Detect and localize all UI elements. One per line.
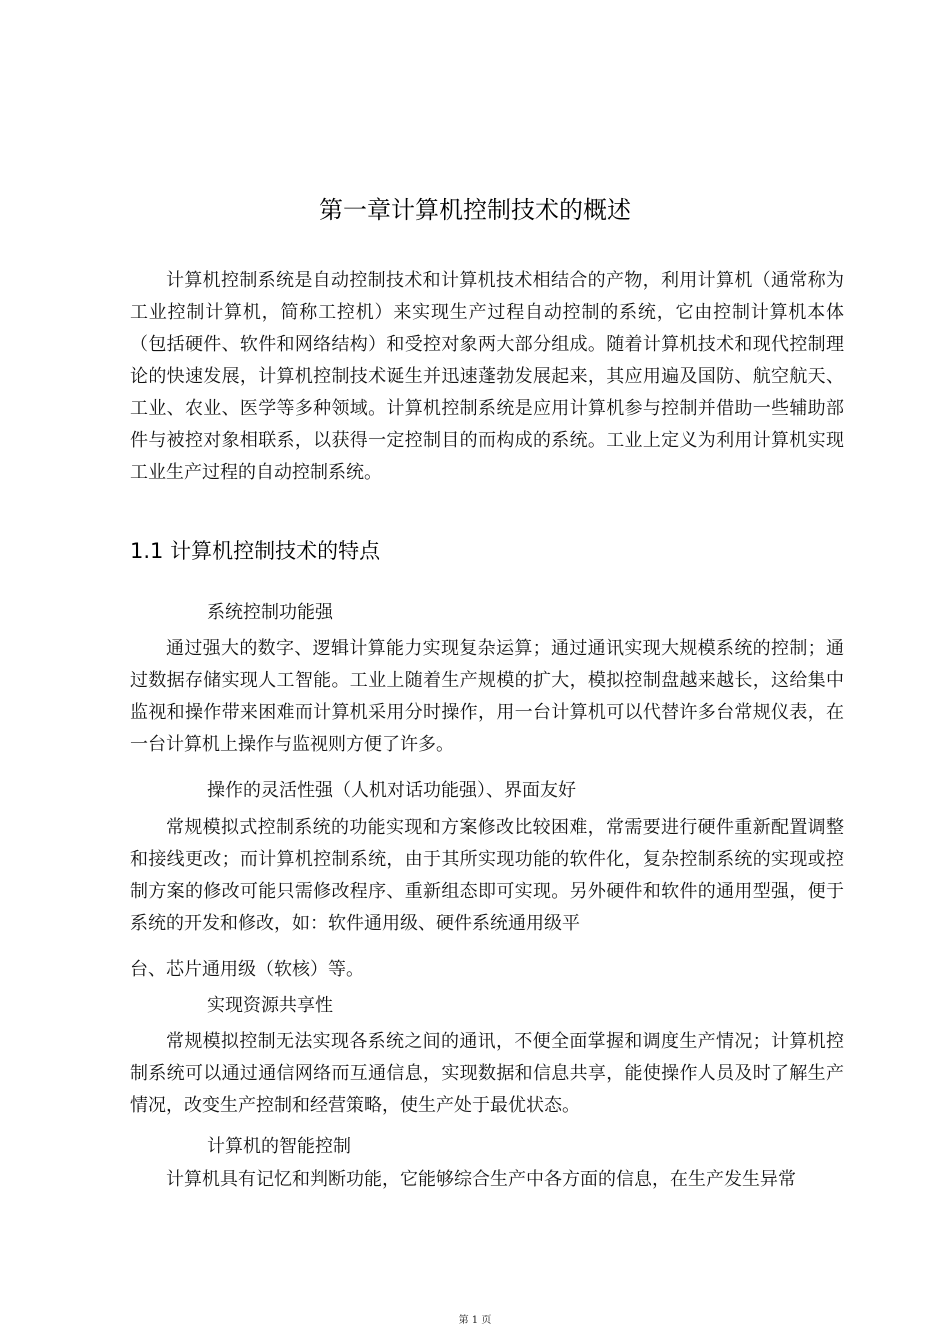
feature-body: 常规模拟式控制系统的功能实现和方案修改比较困难，常需要进行硬件重新配置调整和接线更改；而计算机控制系统，由于其所实现功能的软件化，复杂控制系统的实现或控制方案的修改可能只需修改程序、重新组态即可实现。另外硬件和软件的通用型强，便于系统的开发和修改，如：软件通用级、硬件系统通用级平 [130, 817, 844, 934]
page-number: 第 1 页 [458, 1315, 492, 1326]
feature-body: 常规模拟控制无法实现各系统之间的通讯，不便全面掌握和调度生产情况；计算机控制系统可以通过通信网络而互通信息，实现数据和信息共享，能使操作人员及时了解生产情况，改变生产控制和经营策略，使生产处于最优状态。 [130, 1031, 844, 1116]
section-heading: 1.1 计算机控制技术的特点 [130, 539, 381, 563]
feature-heading: 操作的灵活性强（人机对话功能强）、界面友好 [207, 780, 576, 801]
intro-paragraph: 计算机控制系统是自动控制技术和计算机技术相结合的产物，利用计算机（通常称为工业控制计算机，简称工控机）来实现生产过程自动控制的系统，它由控制计算机本体（包括硬件、软件和网络结构）和受控对象两大部分组成。随着计算机技术和现代控制理论的快速发展，计算机控制技术诞生并迅速蓬勃发展起来，其应用遍及国防、航空航天、工业、农业、医学等多种领域。计算机控制系统是应用计算机参与控制并借助一些辅助部件与被控对象相联系，以获得一定控制目的而构成的系统。工业上定义为利用计算机实现工业生产过程的自动控制系统。 [130, 270, 844, 483]
feature-heading: 实现资源共享性 [207, 995, 333, 1016]
feature-body: 通过强大的数字、逻辑计算能力实现复杂运算；通过通讯实现大规模系统的控制；通过数据存储实现人工智能。工业上随着生产规模的扩大，模拟控制盘越来越长，这给集中监视和操作带来困难而计算机采用分时操作，用一台计算机可以代替许多台常规仪表，在一台计算机上操作与监视则方便了许多。 [130, 638, 844, 755]
feature-heading: 计算机的智能控制 [207, 1136, 351, 1157]
feature-body-continued: 台、芯片通用级（软核）等。 [130, 959, 364, 980]
feature-heading: 系统控制功能强 [207, 602, 333, 623]
feature-body: 计算机具有记忆和判断功能，它能够综合生产中各方面的信息，在生产发生异常 [166, 1169, 796, 1190]
chapter-title: 第一章计算机控制技术的概述 [319, 196, 631, 224]
